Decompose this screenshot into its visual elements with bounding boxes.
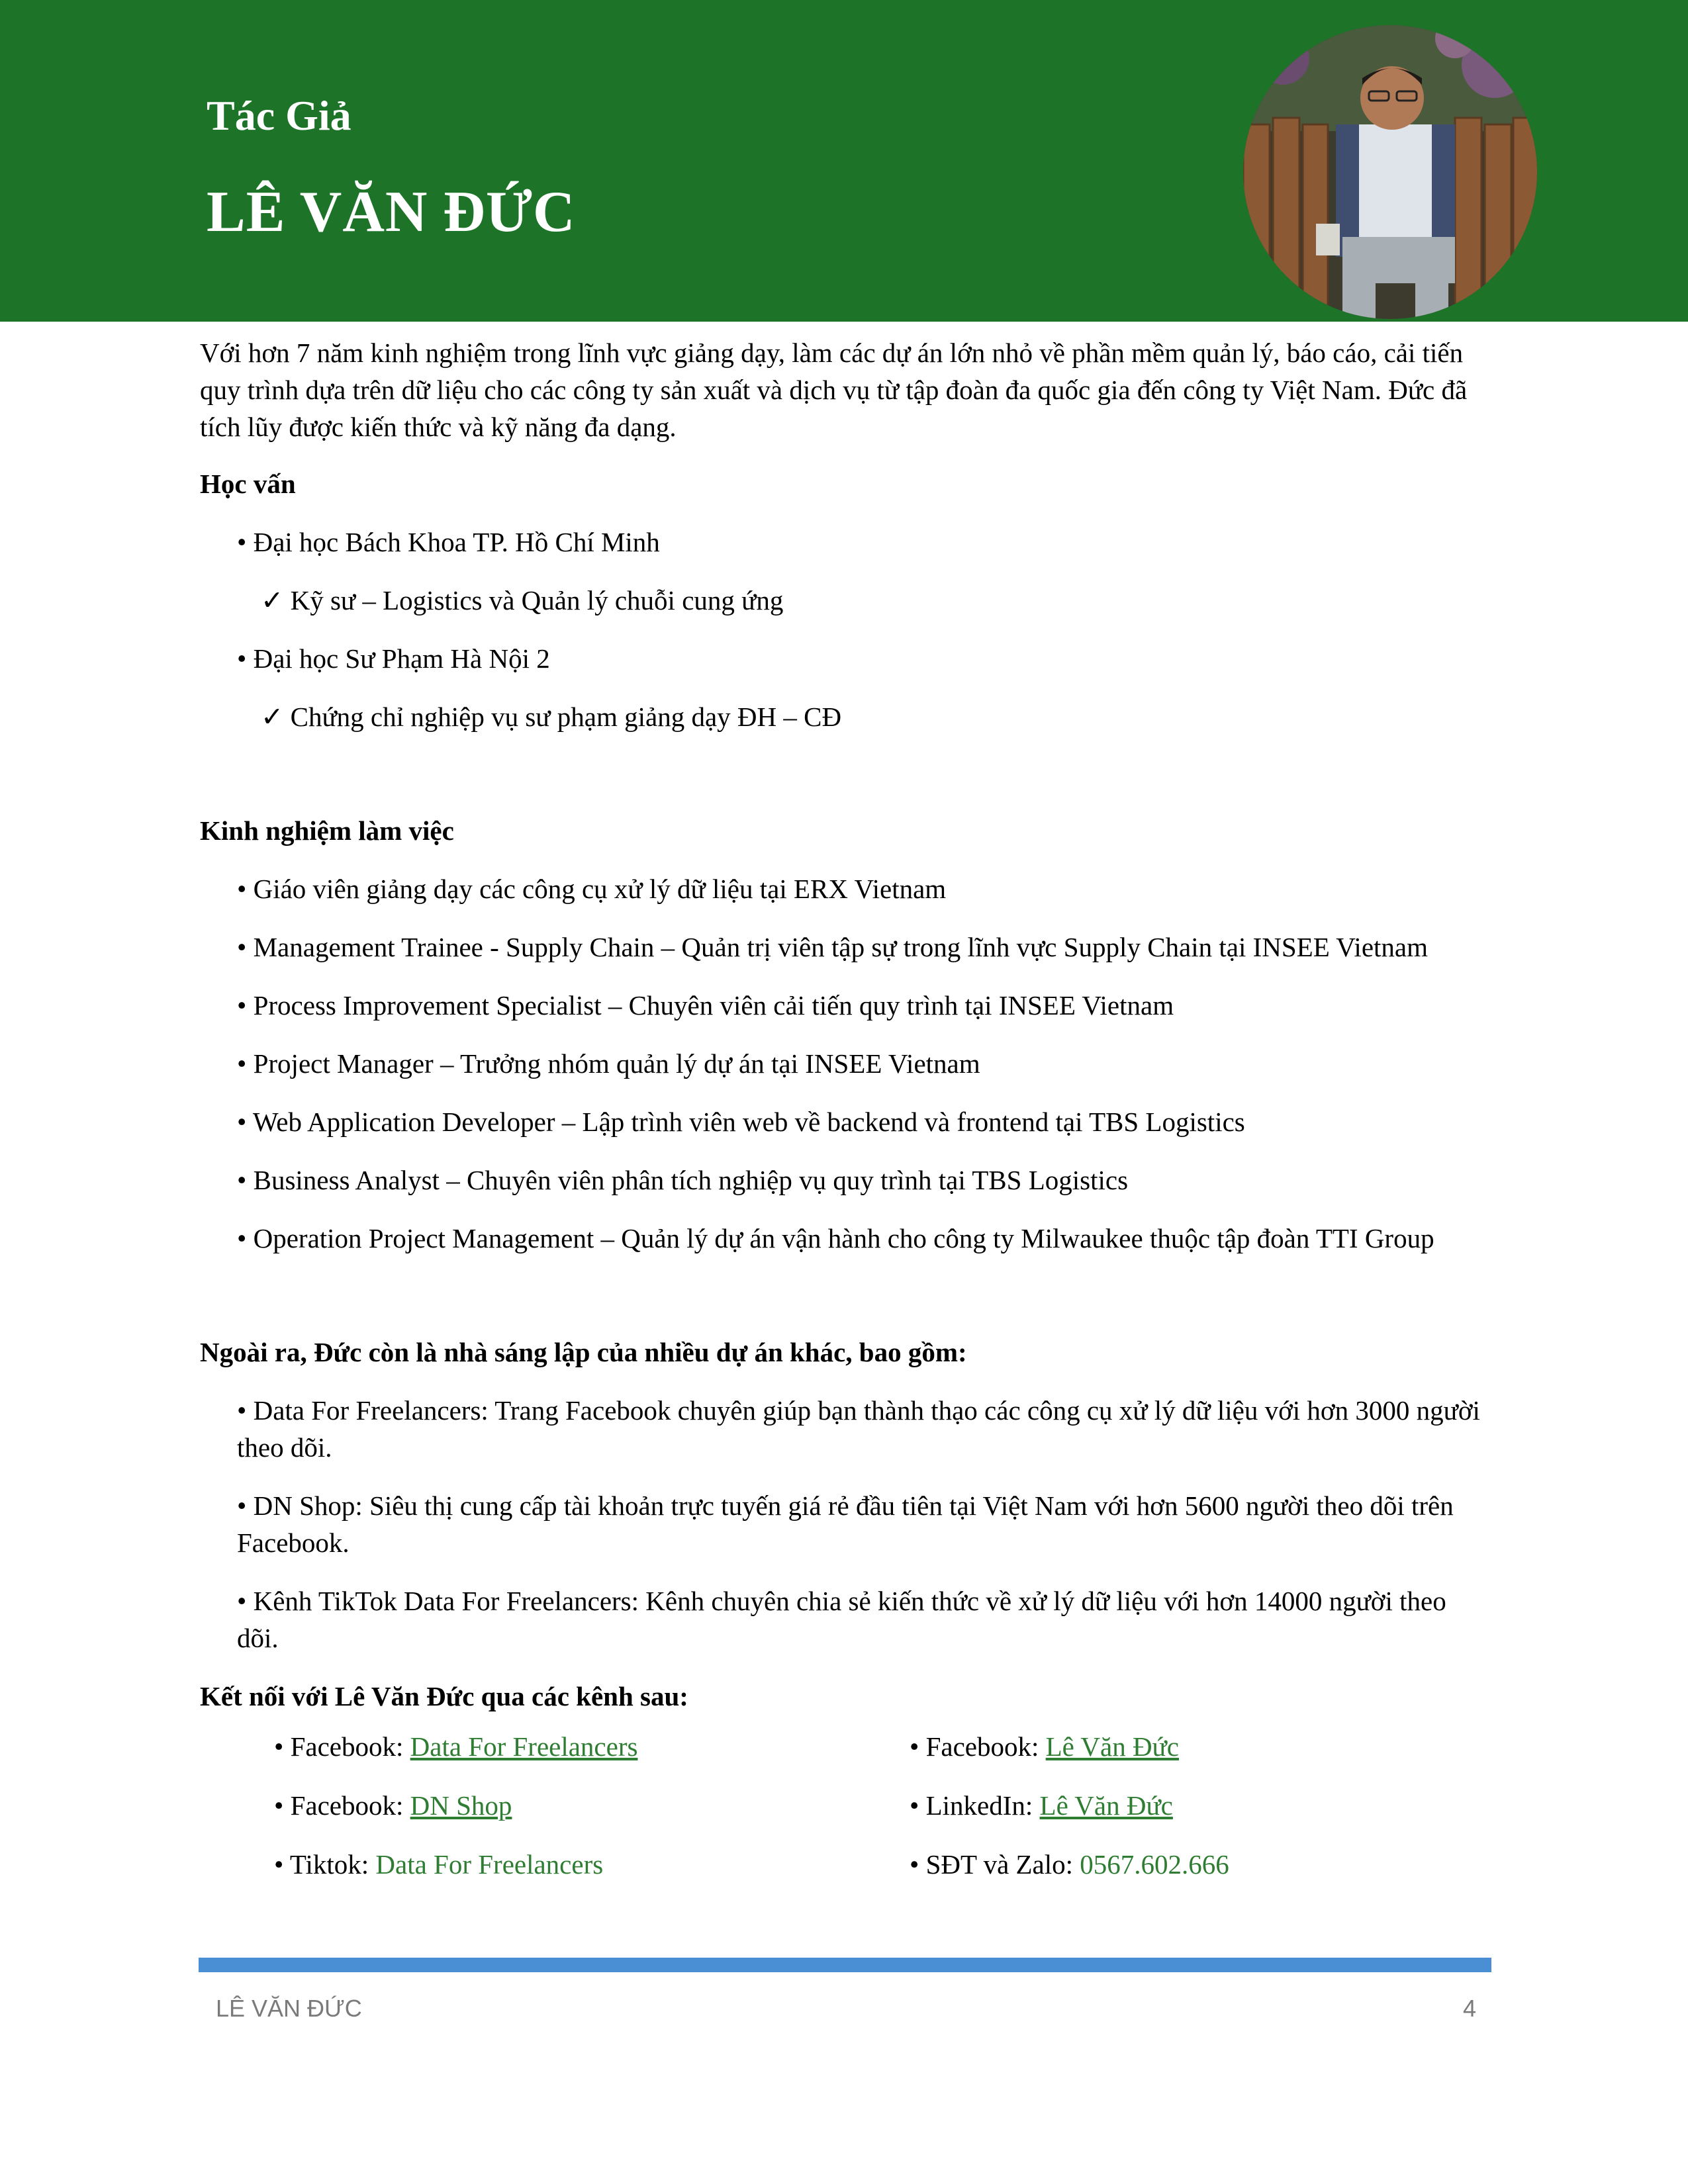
connect-link-label: • Facebook: [910, 1731, 1046, 1762]
facebook-data-for-freelancers-link[interactable]: Data For Freelancers [410, 1731, 638, 1762]
connect-link-item [274, 1787, 910, 1824]
experience-item: • Operation Project Management – Quản lý dự án vận hành cho công ty Milwaukee thuộc tập đoàn TTI Group [237, 1223, 1434, 1253]
connect-link-label: • Facebook: [274, 1790, 410, 1821]
facebook-le-van-duc-link[interactable]: Lê Văn Đức [1045, 1731, 1179, 1762]
education-detail: ✓ Kỹ sư – Logistics và Quản lý chuỗi cung ứng [261, 585, 784, 615]
education-school: • Đại học Bách Khoa TP. Hồ Chí Minh [237, 527, 660, 557]
experience-item: • Web Application Developer – Lập trình viên web về backend và frontend tại TBS Logistics [237, 1107, 1245, 1137]
linkedin-le-van-duc-link[interactable]: Lê Văn Đức [1039, 1790, 1173, 1821]
connect-link-item [910, 1728, 1505, 1765]
experience-item: • Management Trainee - Supply Chain – Quản trị viên tập sự trong lĩnh vực Supply Chain tại INSEE Vietnam [237, 932, 1428, 962]
connect-links [274, 1728, 1491, 1883]
connect-link-label: • LinkedIn: [910, 1790, 1040, 1821]
education-school: • Đại học Sư Phạm Hà Nội 2 [237, 643, 550, 674]
author-name: LÊ VĂN ĐỨC [207, 180, 576, 244]
phone-zalo-number: 0567.602.666 [1080, 1849, 1229, 1880]
tiktok-data-for-freelancers-text: Data For Freelancers [375, 1849, 604, 1880]
connect-link-item [274, 1728, 910, 1765]
header-banner [0, 0, 1688, 322]
author-photo-image [1243, 25, 1537, 319]
author-photo [1243, 25, 1537, 319]
spacer [200, 756, 1491, 812]
experience-item: • Project Manager – Trưởng nhóm quản lý dự án tại INSEE Vietnam [237, 1048, 980, 1079]
projects-title: Ngoài ra, Đức còn là nhà sáng lập của nhiều dự án khác, bao gồm: [200, 1337, 967, 1367]
footer-author-name: LÊ VĂN ĐỨC [216, 1995, 362, 2022]
connect-link-item [910, 1787, 1505, 1824]
page-number: 4 [1462, 1995, 1476, 2022]
intro-paragraph: Với hơn 7 năm kinh nghiệm trong lĩnh vực giảng dạy, làm các dự án lớn nhỏ về phần mềm quản lý, báo cáo, cải tiến quy trình dựa trên dữ liệu cho các công ty sản xuất và dịch vụ từ tập đoàn đa quốc gia đến công ty Việt Nam. Đức đã tích lũy được kiến thức và kỹ năng đa dạng. [200, 338, 1468, 442]
experience-item: • Business Analyst – Chuyên viên phân tích nghiệp vụ quy trình tại TBS Logistics [237, 1165, 1129, 1195]
header-subtitle: Tác Giả [207, 92, 352, 139]
experience-title: Kinh nghiệm làm việc [200, 815, 454, 846]
footer-divider [199, 1958, 1491, 1972]
connect-link-label: • Facebook: [274, 1731, 410, 1762]
education-detail: ✓ Chứng chỉ nghiệp vụ sư phạm giảng dạy ĐH – CĐ [261, 702, 842, 732]
connect-link-item [910, 1846, 1505, 1883]
project-item: • Data For Freelancers: Trang Facebook chuyên giúp bạn thành thạo các công cụ xử lý dữ liệu với hơn 3000 người theo dõi. [237, 1395, 1480, 1463]
education-title: Học vấn [200, 469, 296, 499]
experience-item: • Process Improvement Specialist – Chuyên viên cải tiến quy trình tại INSEE Vietnam [237, 990, 1174, 1021]
project-item: • Kênh TikTok Data For Freelancers: Kênh chuyên chia sẻ kiến thức về xử lý dữ liệu với hơn 14000 người theo dõi. [237, 1586, 1446, 1653]
connect-title: Kết nối với Lê Văn Đức qua các kênh sau: [200, 1681, 688, 1711]
experience-item: • Giáo viên giảng dạy các công cụ xử lý dữ liệu tại ERX Vietnam [237, 874, 947, 904]
connect-link-item [274, 1846, 910, 1883]
connect-link-label: • SĐT và Zalo: [910, 1849, 1080, 1880]
main-content [200, 334, 1491, 1883]
facebook-dn-shop-link[interactable]: DN Shop [410, 1790, 512, 1821]
connect-link-label: • Tiktok: [274, 1849, 376, 1880]
spacer [200, 1278, 1491, 1334]
project-item: • DN Shop: Siêu thị cung cấp tài khoản trực tuyến giá rẻ đầu tiên tại Việt Nam với hơn 5600 người theo dõi trên Facebook. [237, 1490, 1454, 1558]
